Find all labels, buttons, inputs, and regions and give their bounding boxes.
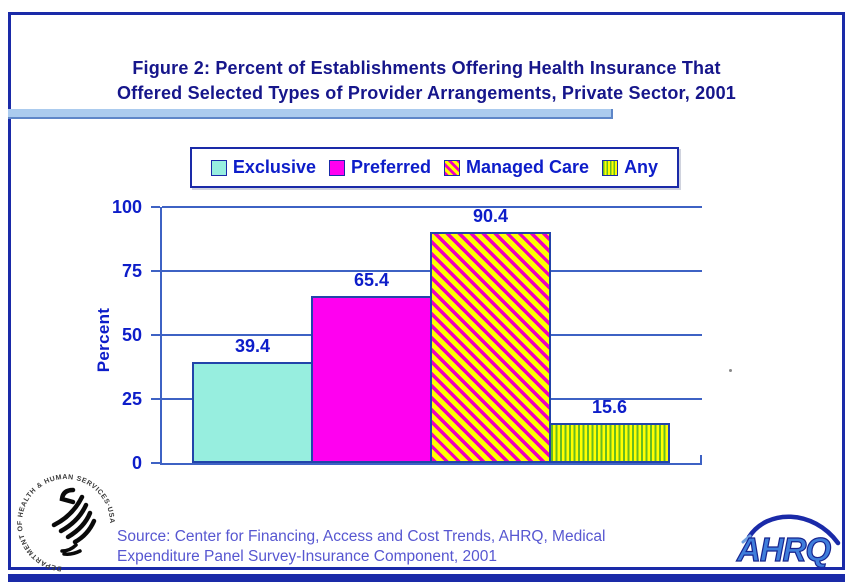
bar-managed-care [430,232,551,463]
bar-value-any: 15.6 [591,397,628,418]
hhs-circle-text: DEPARTMENT OF HEALTH & HUMAN SERVICES·USA [16,473,116,572]
hhs-logo [16,470,116,574]
y-tick-label-0: 0 [131,453,142,473]
bar-exclusive [192,362,313,463]
legend-item-preferred [329,157,431,178]
source-note [117,527,697,566]
bar-value-exclusive: 39.4 [234,336,271,357]
chart-title-line1: Figure 2: Percent of Establishments Offering Health Insurance That [132,58,721,78]
y-tick-label-100: 100 [111,197,142,217]
ahrq-logo [733,503,845,567]
legend-label-exclusive: Exclusive [232,157,316,177]
svg-text:DEPARTMENT OF HEALTH & HUMAN S [17,474,115,572]
chart-title [24,56,829,106]
legend-label-managed-care: Managed Care [466,157,590,177]
x-axis-end-tick [700,455,702,463]
bar-value-managed-care: 90.4 [472,205,509,226]
bottom-navy-bar [8,574,845,582]
y-tick-100 [151,206,160,208]
bar-value-preferred: 65.4 [353,269,390,290]
y-tick-label-75: 75 [121,261,142,281]
source-note-line2: Expenditure Panel Survey-Insurance Component, 2001 [117,547,497,565]
stray-dot-artifact [729,369,732,372]
legend-item-any [602,157,658,178]
legend-swatch-preferred [329,160,345,176]
y-tick-0 [151,462,160,464]
y-tick-50 [151,334,160,336]
bar-any [549,423,670,463]
y-axis-label: Percent [94,307,113,373]
source-note-line1: Source: Center for Financing, Access and Cost Trends, AHRQ, Medical [117,528,606,545]
legend [190,147,679,188]
chart-title-line2: Offered Selected Types of Provider Arrangements, Private Sector, 2001 [116,83,737,103]
legend-swatch-any [602,160,618,176]
y-tick-label-50: 50 [121,325,142,345]
y-tick-75 [151,270,160,272]
legend-swatch-managed-care [444,160,460,176]
legend-label-any: Any [624,157,659,177]
ahrq-logo-text: AHRQ [737,531,831,567]
y-tick-25 [151,398,160,400]
legend-swatch-exclusive [211,160,227,176]
title-underline-bar [8,109,613,119]
bar-preferred [311,296,432,463]
hhs-eagle-icon [54,490,94,554]
legend-item-managed-care [444,157,589,178]
plot [111,197,702,473]
legend-item-exclusive [211,157,316,178]
legend-label-preferred: Preferred [350,157,432,177]
y-tick-label-25: 25 [121,389,142,409]
